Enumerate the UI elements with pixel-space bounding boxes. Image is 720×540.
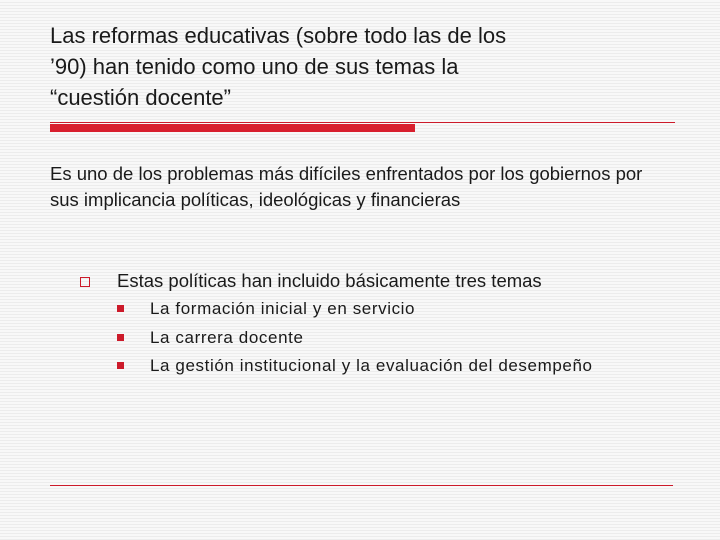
filled-square-icon <box>117 305 124 312</box>
sub-bullet-text: La carrera docente <box>150 328 304 347</box>
main-bullet-item <box>80 268 660 378</box>
sub-bullet-list <box>117 294 660 378</box>
sub-bullet-text: La formación inicial y en servicio <box>150 299 416 318</box>
sub-bullet-item <box>117 352 660 378</box>
footer-divider <box>50 485 673 486</box>
title-underline-thin <box>50 122 675 123</box>
bullet-list <box>80 268 660 378</box>
main-bullet-text: Estas políticas han incluido básicamente tres temas <box>117 270 542 291</box>
hollow-square-icon <box>80 277 90 287</box>
sub-bullet-item <box>117 294 660 323</box>
intro-paragraph: Es uno de los problemas más difíciles enfrentados por los gobiernos por sus implicancia políticas, ideológicas y financieras <box>50 163 643 210</box>
title-underline <box>50 122 675 134</box>
slide-title: Las reformas educativas (sobre todo las de los ’90) han tenido como uno de sus temas la “cuestión docente” <box>50 23 507 110</box>
title-underline-thick <box>50 124 415 132</box>
sub-bullet-item <box>117 323 660 352</box>
sub-bullet-text: La gestión institucional y la evaluación del desempeño <box>150 356 593 375</box>
filled-square-icon <box>117 362 124 369</box>
filled-square-icon <box>117 334 124 341</box>
